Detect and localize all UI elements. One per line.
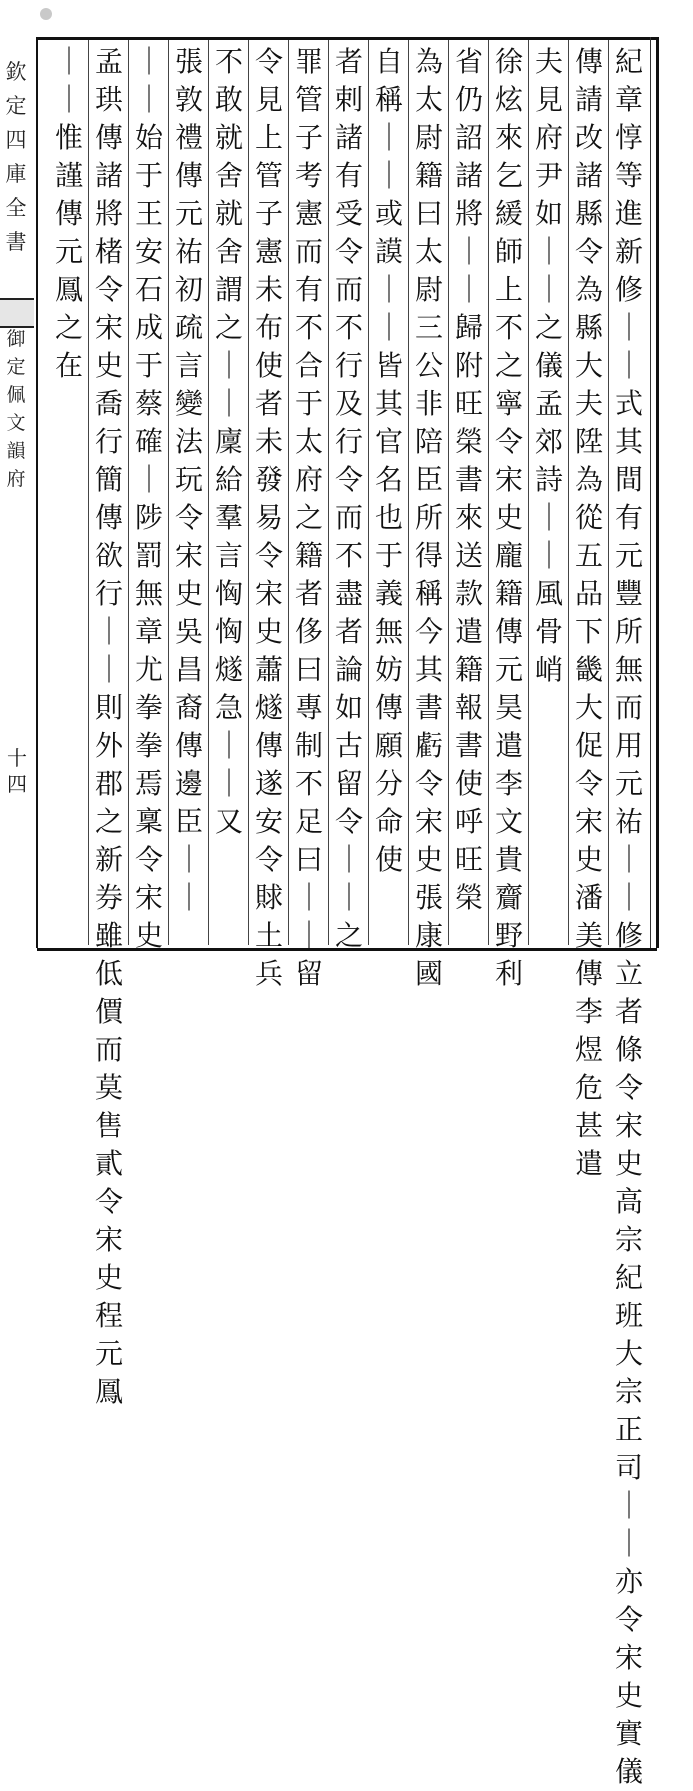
text-column-6: 為太尉籍曰太尉三公非陪臣所得稱今其書虧令宋史張康國 <box>414 45 443 990</box>
text-column-12: 張敦禮傳元祐初疏言變法玩令宋史吳昌裔傳邊臣｜｜ <box>174 45 203 914</box>
margin-title-text: 欽定四庫全書 <box>5 60 27 254</box>
text-column-15: ｜｜惟謹傳元鳳之在 <box>54 45 83 382</box>
gutter-border-rule <box>36 37 38 948</box>
right-border-rule <box>656 37 659 948</box>
margin-book-name-text: 御定佩文韻府 <box>6 328 26 490</box>
column-rule <box>608 40 609 945</box>
column-rule <box>408 40 409 945</box>
text-column-8: 者剌諸有受令而不行及行令而不盡者論如古留令｜｜之 <box>334 45 363 952</box>
text-column-9: 罪管子考憲而有不合于太府之籍者侈曰專制不足曰｜｜留 <box>294 45 323 990</box>
column-rule <box>528 40 529 945</box>
text-column-5: 省仍詔諸將｜｜歸附旺榮書來送款遣籍報書使呼旺榮 <box>454 45 483 914</box>
column-rule <box>328 40 329 945</box>
column-rule <box>208 40 209 945</box>
text-column-1: 紀章惇等進新修｜｜式其間有元豐所無而用元祐｜｜修立者條令宋史高宗紀班大宗正司｜｜亦令宋史實儀 <box>614 45 643 1788</box>
text-column-13: ｜｜始于王安石成于蔡確｜陟罰無章尤拳拳焉稟令宋史 <box>134 45 163 952</box>
column-rule <box>488 40 489 945</box>
column-rule <box>368 40 369 945</box>
column-rule <box>88 40 89 945</box>
column-rule <box>168 40 169 945</box>
text-column-10: 令見上管子憲未布使者未發易令宋史蕭燧傳遂安令賕土兵 <box>254 45 283 990</box>
column-rule <box>128 40 129 945</box>
text-column-7: 自稱｜｜或謨｜｜皆其官名也于義無妨傳願分命使 <box>374 45 403 876</box>
right-inner-rule <box>650 37 651 948</box>
column-rule <box>448 40 449 945</box>
column-rule <box>288 40 289 945</box>
column-rule <box>568 40 569 945</box>
text-column-14: 孟珙傳諸將楮令宋史喬行簡傳欲行｜｜則外郡之新券雖低價而莫售貳令宋史程元鳳 <box>94 45 123 1408</box>
page-number-text: 十四 <box>7 746 27 796</box>
column-rule <box>248 40 249 945</box>
text-column-11: 不敢就舍就舍謂之｜｜廩給羣言恟恟燧急｜｜又 <box>214 45 243 838</box>
text-column-4: 徐炫來乞緩師上不之寧令宋史龐籍傳元昊遣李文貴齎野利 <box>494 45 523 990</box>
margin-book-name <box>2 325 30 585</box>
text-column-3: 夫見府尹如｜｜之儀孟郊詩｜｜風骨峭 <box>534 45 563 686</box>
text-column-2: 傳請改諸縣令為縣大夫陞為從五品下畿大促令宋史潘美傳李煜危甚遣 <box>574 45 603 1180</box>
seal-mark <box>40 8 52 20</box>
page-number <box>2 745 32 797</box>
